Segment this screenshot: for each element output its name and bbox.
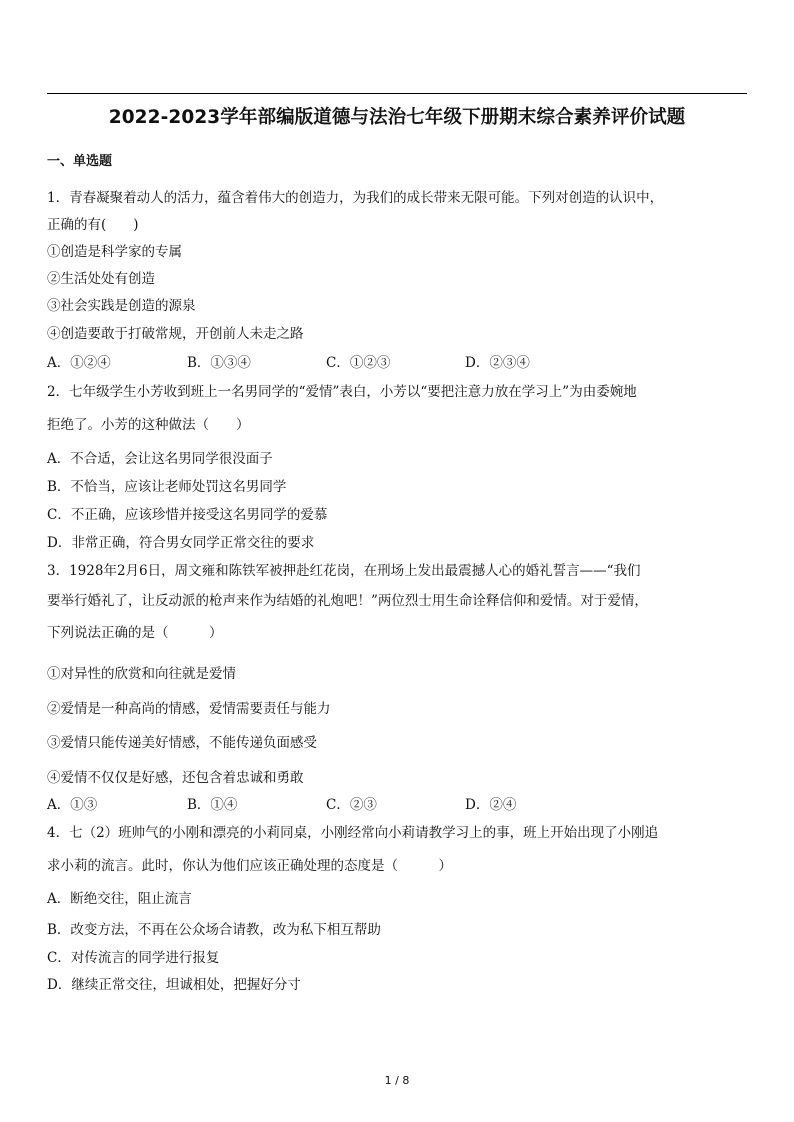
q1-option-d[interactable]: D．②③④ xyxy=(465,355,530,371)
q1-option-a[interactable]: A．①②④ xyxy=(47,355,111,371)
q2-option-b[interactable]: B．不恰当，应该让老师处罚这名男同学 xyxy=(47,479,287,495)
q2-option-c[interactable]: C．不正确，应该珍惜并接受这名男同学的爱慕 xyxy=(47,507,328,523)
q3-item-2: ②爱情是一种高尚的情感，爱情需要责任与能力 xyxy=(47,701,331,717)
q3-option-c[interactable]: C．②③ xyxy=(326,797,377,813)
q4-option-a[interactable]: A．断绝交往，阻止流言 xyxy=(47,891,192,907)
q2-option-a[interactable]: A．不合适，会让这名男同学很没面子 xyxy=(47,451,273,467)
q1-stem-line-2: 正确的有( ) xyxy=(47,217,139,233)
q3-option-a[interactable]: A．①③ xyxy=(47,797,98,813)
q4-stem-line-2: 求小莉的流言。此时，你认为他们应该正确处理的态度是（ ） xyxy=(47,858,452,874)
q4-option-b[interactable]: B．改变方法，不再在公众场合请教，改为私下相互帮助 xyxy=(47,922,381,938)
q3-option-b[interactable]: B．①④ xyxy=(187,797,238,813)
page-number: 1 / 8 xyxy=(384,1074,410,1087)
q1-item-2: ②生活处处有创造 xyxy=(47,271,155,287)
q1-item-4: ④创造要敢于打破常规，开创前人未走之路 xyxy=(47,326,304,342)
q3-option-d[interactable]: D．②④ xyxy=(465,797,517,813)
q3-stem-line-1: 3．1928年2月6日，周文雍和陈铁军被押赴红花岗，在刑场上发出最震撼人心的婚礼誓言——“我们 xyxy=(47,563,641,579)
q1-option-c[interactable]: C．①②③ xyxy=(326,355,391,371)
q4-option-d[interactable]: D．继续正常交往，坦诚相处，把握好分寸 xyxy=(47,977,301,993)
q3-stem-line-3: 下列说法正确的是（ ） xyxy=(47,625,223,641)
q1-option-b[interactable]: B．①③④ xyxy=(187,355,251,371)
q2-stem-line-1: 2．七年级学生小芳收到班上一名男同学的“爱情”表白，小芳以“要把注意力放在学习上”为由委婉地 xyxy=(47,384,637,400)
q2-option-d[interactable]: D．非常正确，符合男女同学正常交往的要求 xyxy=(47,535,315,551)
section-heading: 一、单选题 xyxy=(47,154,113,169)
header-rule xyxy=(47,93,747,94)
page-title: 2022-2023学年部编版道德与法治七年级下册期末综合素养评价试题 xyxy=(108,107,686,128)
q1-stem-line-1: 1．青春凝聚着动人的活力，蕴含着伟大的创造力，为我们的成长带来无限可能。下列对创造的认识中， xyxy=(47,190,664,206)
q3-stem-line-2: 要举行婚礼了，让反动派的枪声来作为结婚的礼炮吧！”两位烈士用生命诠释信仰和爱情。对于爱情， xyxy=(47,593,648,609)
q4-option-c[interactable]: C．对传流言的同学进行报复 xyxy=(47,950,220,966)
q1-item-1: ①创造是科学家的专属 xyxy=(47,244,182,260)
q4-stem-line-1: 4．七（2）班帅气的小刚和漂亮的小莉同桌，小刚经常向小莉请教学习上的事，班上开始出现了小刚追 xyxy=(47,825,659,841)
q3-item-3: ③爱情只能传递美好情感，不能传递负面感受 xyxy=(47,735,317,751)
q2-stem-line-2: 拒绝了。小芳的这种做法（ ） xyxy=(47,417,250,433)
q3-item-1: ①对异性的欣赏和向往就是爱情 xyxy=(47,666,236,682)
q3-item-4: ④爱情不仅仅是好感，还包含着忠诚和勇敢 xyxy=(47,770,304,786)
q1-item-3: ③社会实践是创造的源泉 xyxy=(47,298,196,314)
